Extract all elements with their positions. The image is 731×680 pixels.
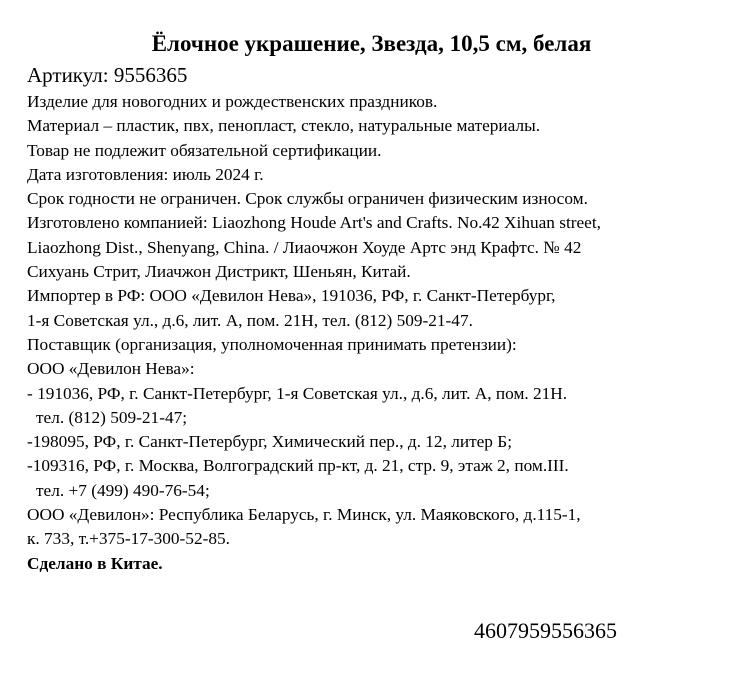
- manufacturer-line-1: Изготовлено компанией: Liaozhong Houde Art's and Crafts. No.42 Xihuan street,: [27, 213, 601, 233]
- manufacturer-line-2: Liaozhong Dist., Shenyang, China. / Лиаочжон Хоуде Артс энд Крафтс. № 42: [27, 237, 582, 257]
- belarus-office-line-1: ООО «Девилон»: Республика Беларусь, г. Минск, ул. Маяковского, д.115-1,: [27, 505, 581, 525]
- manufacturer-line-3: Сихуань Стрит, Лиачжон Дистрикт, Шеньян, Китай.: [27, 262, 411, 282]
- belarus-office-line-2: к. 733, т.+375-17-300-52-85.: [27, 529, 230, 549]
- barcode-number: 4607959556365: [474, 618, 617, 643]
- certification-line: Товар не подлежит обязательной сертификации.: [27, 140, 382, 160]
- supplier-address-1: - 191036, РФ, г. Санкт-Петербург, 1-я Советская ул., д.6, лит. А, пом. 21Н.: [27, 383, 568, 403]
- supplier-address-3: -109316, РФ, г. Москва, Волгоградский пр-кт, д. 21, стр. 9, этаж 2, пом.III.: [27, 456, 569, 476]
- purpose-line: Изделие для новогодних и рождественских праздников.: [27, 92, 438, 111]
- importer-line-1: Импортер в РФ: ООО «Девилон Нева», 191036, РФ, г. Санкт-Петербург,: [27, 286, 556, 306]
- supplier-phone-1: тел. (812) 509-21-47;: [36, 407, 188, 427]
- product-title: Ёлочное украшение, Звезда, 10,5 см, белая: [151, 31, 592, 56]
- supplier-name: ООО «Девилон Нева»:: [27, 359, 195, 379]
- supplier-heading: Поставщик (организация, уполномоченная принимать претензии):: [27, 334, 517, 354]
- material-line: Материал – пластик, пвх, пенопласт, стекло, натуральные материалы.: [27, 116, 541, 136]
- made-in-line: Сделано в Китае.: [27, 553, 163, 573]
- shelf-life-line: Срок годности не ограничен. Срок службы ограничен физическим износом.: [27, 189, 588, 209]
- label-text-block: [27, 90, 727, 576]
- importer-line-2: 1-я Советская ул., д.6, лит. А, пом. 21Н, тел. (812) 509-21-47.: [27, 310, 473, 330]
- manufacture-date-line: Дата изготовления: июль 2024 г.: [27, 164, 264, 184]
- supplier-address-2: -198095, РФ, г. Санкт-Петербург, Химический пер., д. 12, литер Б;: [27, 432, 512, 452]
- supplier-phone-3: тел. +7 (499) 490-76-54;: [36, 480, 210, 500]
- article-number: Артикул: 9556365: [27, 63, 188, 87]
